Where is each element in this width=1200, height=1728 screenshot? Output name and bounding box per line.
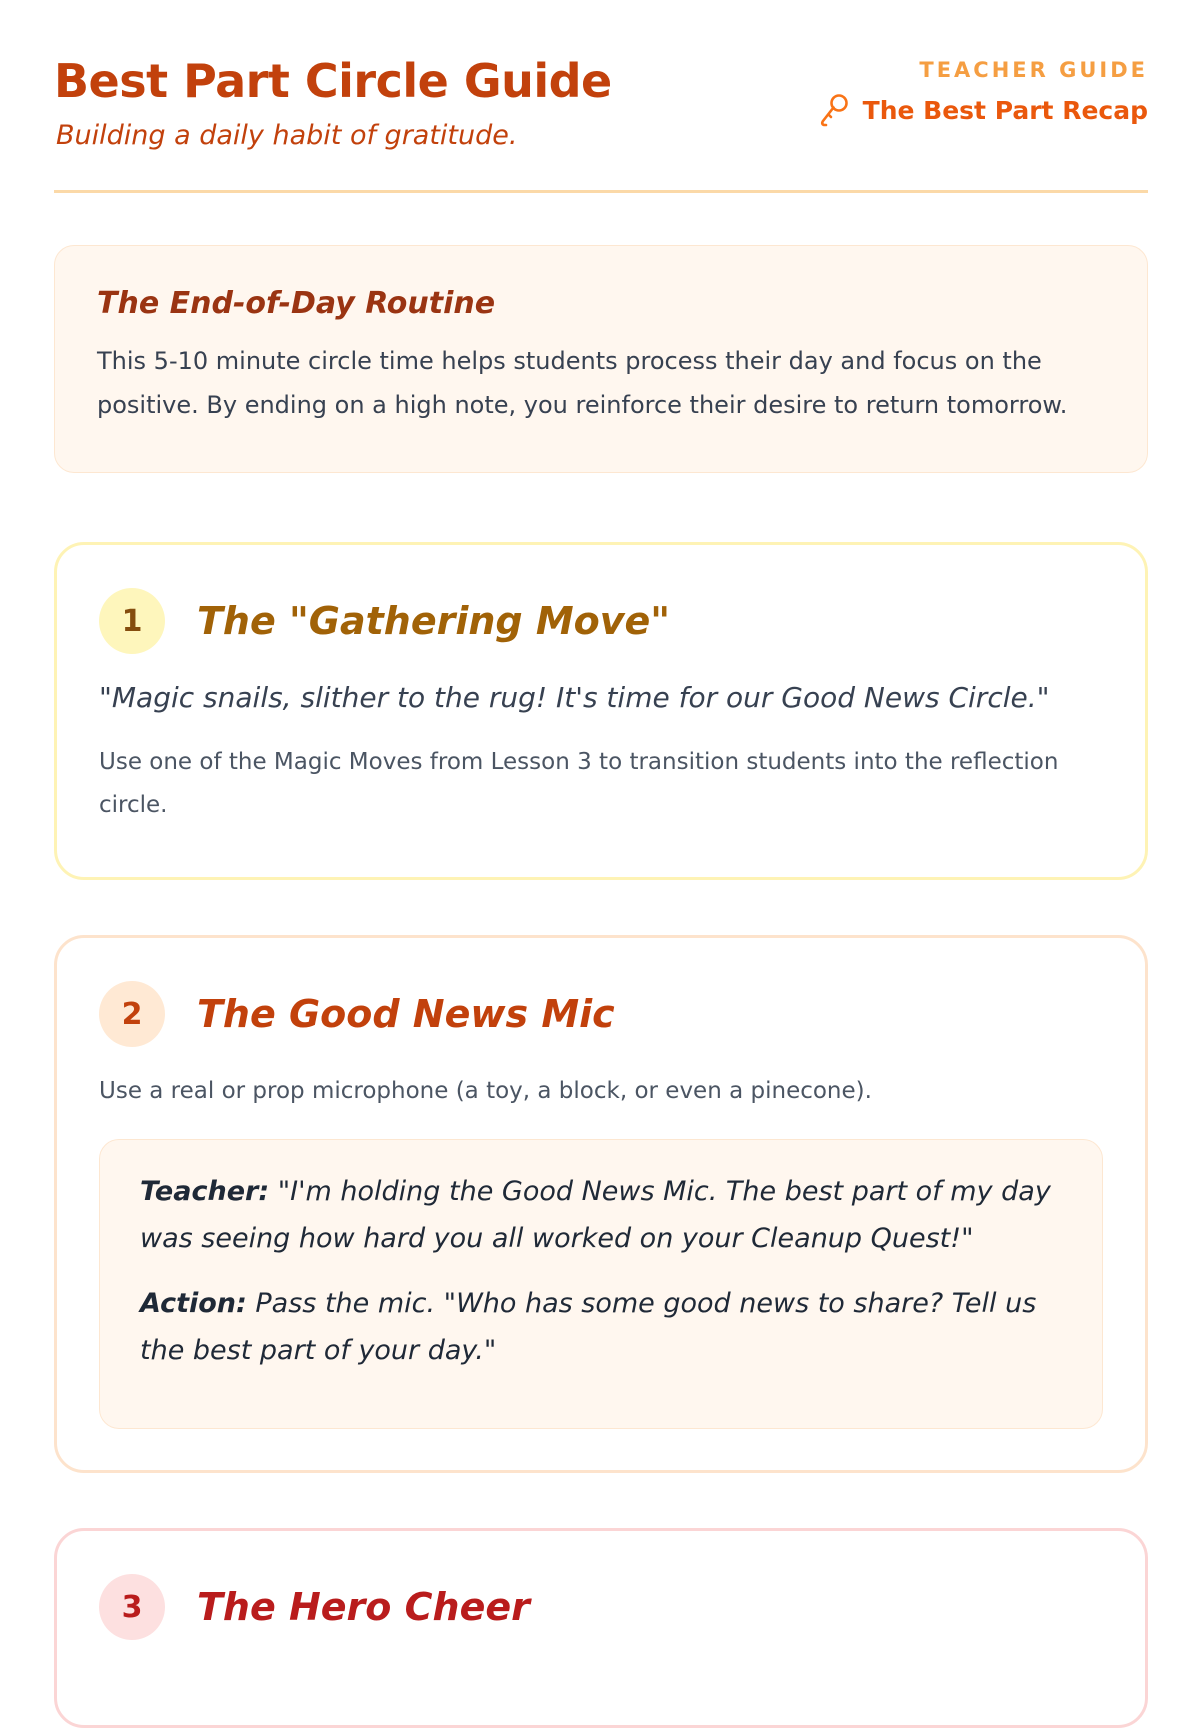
page-header — [54, 44, 1148, 193]
script-text: Pass the mic. "Who has some good news to share? Tell us the best part of your day." — [140, 1288, 1037, 1366]
step-quote: "Magic snails, slither to the rug! It's time for our Good News Circle." — [99, 681, 1050, 714]
step-description: Use one of the Magic Moves from Lesson 3 to transition students into the reflection circle. — [99, 749, 1059, 818]
microphone-icon — [817, 92, 851, 128]
script-box — [99, 1139, 1103, 1429]
step-title: The "Gathering Move" — [197, 599, 671, 643]
intro-box — [54, 245, 1148, 473]
guide-label: TEACHER GUIDE — [919, 58, 1148, 82]
intro-text: This 5-10 minute circle time helps students process their day and focus on the positive. By ending on a high note, you reinforce their desire to return tomorrow. — [97, 347, 1068, 419]
script-text: "I'm holding the Good News Mic. The best part of my day was seeing how hard you all worked on your Cleanup Quest!" — [140, 1176, 1051, 1254]
recap-link[interactable] — [817, 92, 1148, 128]
step-title: The Hero Cheer — [197, 1585, 530, 1629]
step-description: Use a real or prop microphone (a toy, a block, or even a pinecone). — [99, 1078, 872, 1104]
page-title: Best Part Circle Guide — [54, 54, 612, 108]
step-card-hero-cheer — [54, 1528, 1148, 1728]
step-number-badge: 2 — [99, 981, 165, 1047]
script-line-action — [140, 1280, 1062, 1374]
step-card-good-news-mic — [54, 935, 1148, 1473]
script-label: Teacher: — [140, 1176, 270, 1207]
step-number-badge: 1 — [99, 588, 165, 654]
step-title: The Good News Mic — [197, 992, 615, 1036]
step-header — [99, 587, 1103, 655]
recap-label[interactable]: The Best Part Recap — [862, 95, 1148, 125]
script-label: Action: — [140, 1288, 247, 1319]
step-card-gathering-move — [54, 542, 1148, 880]
step-header — [99, 980, 1103, 1048]
script-line-teacher — [140, 1168, 1062, 1262]
step-number-badge: 3 — [99, 1574, 165, 1640]
intro-title: The End-of-Day Routine — [97, 286, 496, 321]
page-subtitle: Building a daily habit of gratitude. — [56, 120, 518, 151]
step-header — [99, 1573, 1103, 1641]
